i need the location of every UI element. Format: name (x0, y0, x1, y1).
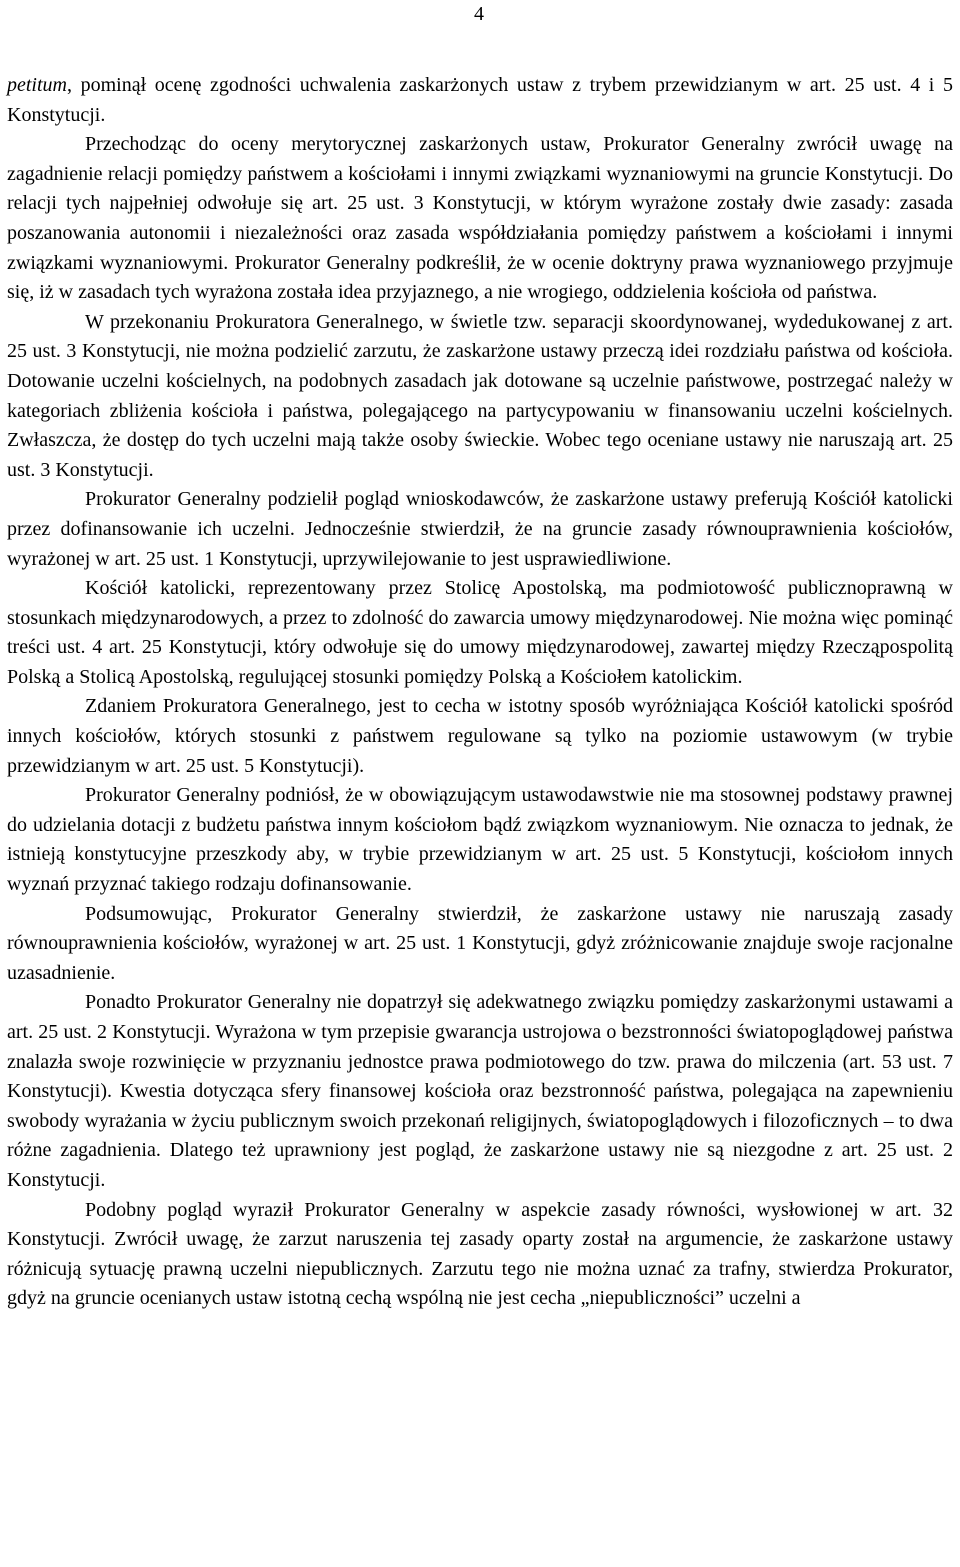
petitum-term: petitum (7, 74, 67, 96)
paragraph-8: Podsumowując, Prokurator Generalny stwierdził, że zaskarżone ustawy nie naruszają zasady równouprawnienia kościołów, wyrażonej w art. 25 ust. 1 Konstytucji, gdyż zróżnicowanie znajduje swoje racjonalne uzasadnienie. (7, 902, 953, 984)
page-number: 4 (474, 3, 484, 25)
paragraph-1 (7, 71, 953, 130)
paragraph-5: Kościół katolicki, reprezentowany przez Stolicę Apostolską, ma podmiotowość publicznoprawną w stosunkach międzynarodowych, a przez to zdolność do zawarcia umowy międzynarodowej. Nie można więc pominąć treści ust. 4 art. 25 Konstytucji, który odwołuje się do umowy międzynarodowej, zawartej między Rzecząpospolitą Polską a Stolicą Apostolską, regulującej stosunki pomiędzy Polską a Kościołem katolickim. (7, 577, 953, 688)
document-body (7, 71, 953, 1314)
paragraph-6: Zdaniem Prokuratora Generalnego, jest to cecha w istotny sposób wyróżniająca Kościół katolicki spośród innych kościołów, których stosunki z państwem regulowane są tylko na poziomie ustawowym (w trybie przewidzianym w art. 25 ust. 5 Konstytucji). (7, 695, 953, 777)
paragraph-9: Ponadto Prokurator Generalny nie dopatrzył się adekwatnego związku pomiędzy zaskarżonymi ustawami a art. 25 ust. 2 Konstytucji. Wyrażona w tym przepisie gwarancja ustrojowa o bezstronności światopoglądowej państwa znalazła swoje rozwinięcie w przyznaniu jednostce prawa podmiotowego do tzw. prawa do milczenia (art. 53 ust. 7 Konstytucji). Kwestia dotycząca sfery finansowej kościoła oraz bezstronność państwa, polegająca na zapewnieniu swobody wyrażania w życiu publicznym swoich przekonań religijnych, światopoglądowych i filozoficznych – to dwa różne zagadnienia. Dlatego też uprawniony jest pogląd, że zaskarżone ustawy nie są niezgodne z art. 25 ust. 2 Konstytucji. (7, 991, 953, 1191)
paragraph-4: Prokurator Generalny podzielił pogląd wnioskodawców, że zaskarżone ustawy preferują Kościół katolicki przez dofinansowanie ich uczelni. Jednocześnie stwierdził, że na gruncie zasady równouprawnienia kościołów, wyrażonej w art. 25 ust. 1 Konstytucji, uprzywilejowanie to jest usprawiedliwione. (7, 488, 953, 570)
paragraph-3: W przekonaniu Prokuratora Generalnego, w świetle tzw. separacji skoordynowanej, wydedukowanej z art. 25 ust. 3 Konstytucji, nie można podzielić zarzutu, że zaskarżone ustawy przeczą idei rozdziału państwa od kościoła. Dotowanie uczelni kościelnych, na podobnych zasadach jak dotowane są uczelnie państwowe, postrzegać należy w kategoriach zbliżenia kościoła i państwa, polegającego na partycypowaniu w finansowaniu uczelni kościelnych. Zwłaszcza, że dostęp do tych uczelni mają także osoby świeckie. Wobec tego oceniane ustawy nie naruszają art. 25 ust. 3 Konstytucji. (7, 310, 953, 481)
paragraph-1-text: , pominął ocenę zgodności uchwalenia zaskarżonych ustaw z trybem przewidzianym w art. 25 ust. 4 i 5 Konstytucji. (7, 74, 953, 126)
paragraph-2: Przechodząc do oceny merytorycznej zaskarżonych ustaw, Prokurator Generalny zwrócił uwagę na zagadnienie relacji pomiędzy państwem a kościołami i innymi związkami wyznaniowymi na gruncie Konstytucji. Do relacji tych najpełniej odwołuje się art. 25 ust. 3 Konstytucji, w którym wyrażone zostały dwie zasady: zasada poszanowania autonomii i niezależności oraz zasada współdziałania pomiędzy państwem a kościołami i innymi związkami wyznaniowymi. Prokurator Generalny podkreślił, że w ocenie doktryny prawa wyznaniowego przyjmuje się, iż w zasadach tych wyrażona została idea przyjaznego, a nie wrogiego, oddzielenia kościoła od państwa. (7, 133, 953, 304)
paragraph-7: Prokurator Generalny podniósł, że w obowiązującym ustawodawstwie nie ma stosownej podstawy prawnej do udzielania dotacji z budżetu państwa innym kościołom bądź związkom wyznaniowym. Nie oznacza to jednak, że istnieją konstytucyjne przeszkody aby, w trybie przewidzianym w art. 25 ust. 5 Konstytucji, kościołom innych wyznań przyznać takiego rodzaju dofinansowanie. (7, 784, 953, 896)
paragraph-10: Podobny pogląd wyraził Prokurator Generalny w aspekcie zasady równości, wysłowionej w art. 32 Konstytucji. Zwrócił uwagę, że zarzut naruszenia tej zasady oparty został na argumencie, że zaskarżone ustawy różnicują sytuację prawną uczelni niepublicznych. Zarzutu tego nie można uznać za trafny, stwierdza Prokurator, gdyż na gruncie ocenianych ustaw istotną cechą wspólną nie jest cecha „niepubliczności” uczelni a (7, 1198, 953, 1310)
